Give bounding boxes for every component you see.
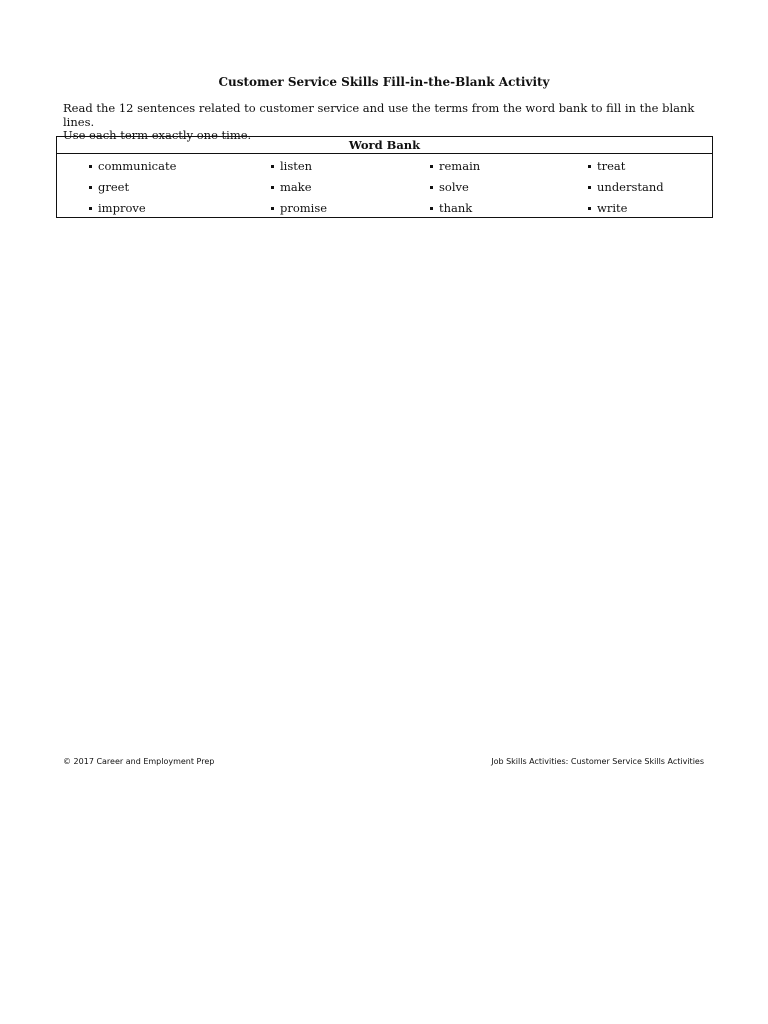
page-title: Customer Service Skills Fill-in-the-Blank Activity	[218, 75, 550, 89]
word-bank-term: write	[597, 201, 628, 215]
word-bank-item	[271, 180, 312, 194]
word-bank-term: remain	[439, 159, 481, 173]
bullet-icon	[271, 207, 274, 210]
bullet-icon	[430, 165, 433, 168]
bullet-icon	[588, 165, 591, 168]
word-bank-item	[430, 180, 469, 194]
bullet-icon	[89, 165, 92, 168]
word-bank-box	[56, 136, 713, 218]
word-bank-item	[271, 201, 327, 215]
bullet-icon	[588, 186, 591, 189]
word-bank-term: communicate	[98, 159, 177, 173]
word-bank-item	[89, 180, 129, 194]
word-bank-term: improve	[98, 201, 146, 215]
word-bank-term: greet	[98, 180, 130, 194]
word-bank-header: Word Bank	[57, 137, 712, 154]
word-bank-item	[588, 159, 625, 173]
word-bank-term: solve	[439, 180, 469, 194]
word-bank-term: understand	[597, 180, 664, 194]
word-bank-term: make	[280, 180, 312, 194]
word-bank-item	[271, 159, 312, 173]
word-bank-item	[89, 159, 176, 173]
word-bank-term: treat	[597, 159, 626, 173]
bullet-icon	[89, 207, 92, 210]
bullet-icon	[271, 165, 274, 168]
bullet-icon	[89, 186, 92, 189]
word-bank-item	[89, 201, 146, 215]
instructions-line-1: Read the 12 sentences related to customer service and use the terms from the word bank to fill in the blank lines.	[63, 101, 695, 129]
bullet-icon	[271, 186, 274, 189]
instructions-line-2: Use each term exactly one time.	[63, 128, 252, 142]
bullet-icon	[588, 207, 591, 210]
footer-series-title: Job Skills Activities: Customer Service Skills Activities	[491, 757, 704, 766]
word-bank-term: listen	[280, 159, 313, 173]
bullet-icon	[430, 207, 433, 210]
word-bank-item	[430, 201, 472, 215]
footer-copyright: © 2017 Career and Employment Prep	[63, 757, 215, 766]
word-bank-term: thank	[439, 201, 473, 215]
word-bank-term: promise	[280, 201, 328, 215]
word-bank-item	[588, 201, 627, 215]
word-bank-grid	[57, 154, 712, 218]
word-bank-item	[588, 180, 664, 194]
word-bank-item	[430, 159, 480, 173]
bullet-icon	[430, 186, 433, 189]
